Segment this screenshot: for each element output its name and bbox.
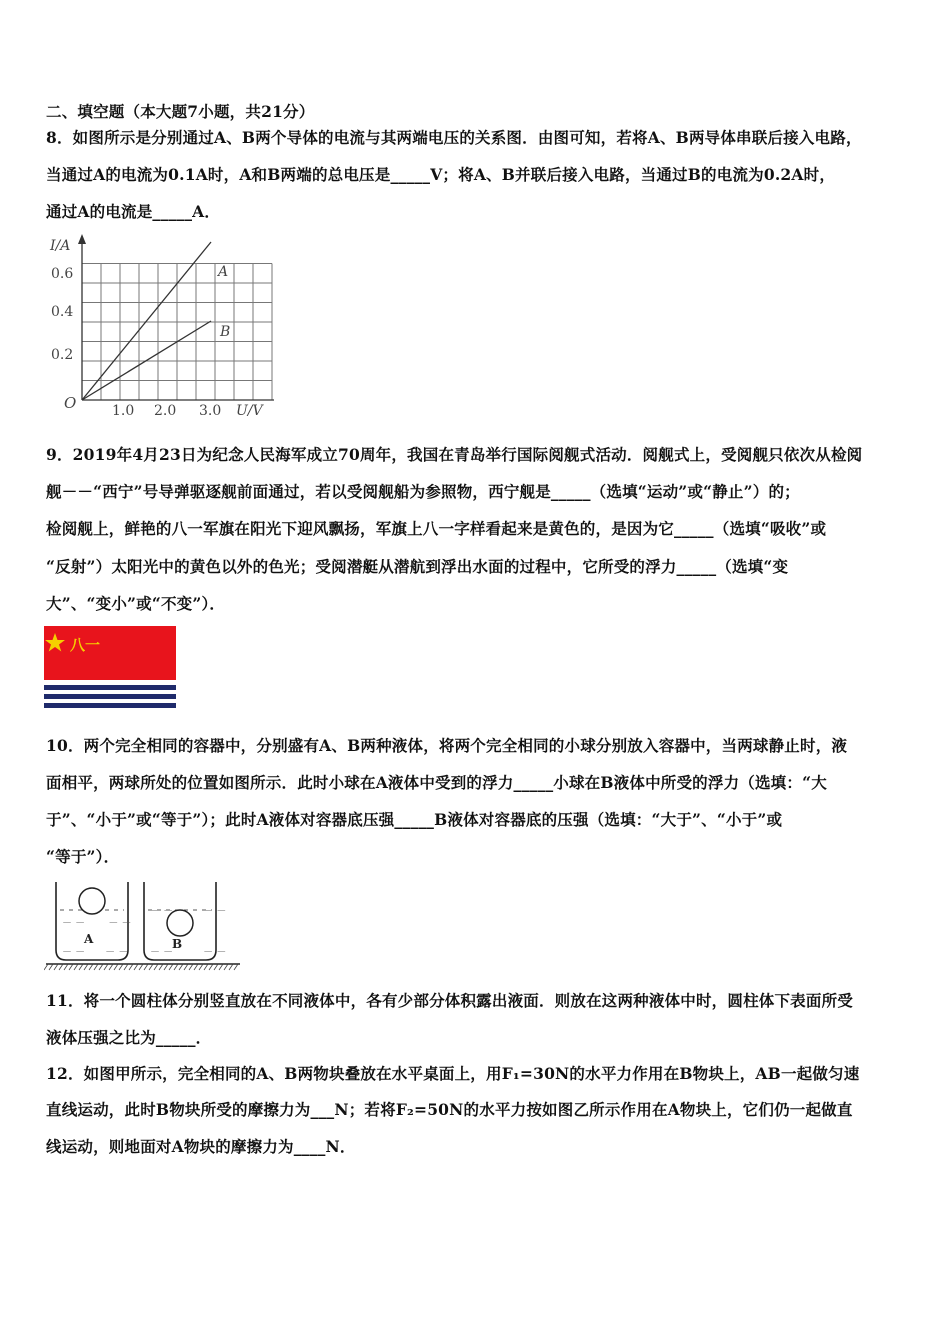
y-tick-0.2: 0.2 <box>51 347 74 363</box>
q12-line-2: 直线运动，此时B物块所受的摩擦力为___N；若将F₂=50N的水平力按如图乙所示作用在A物块上，它们仍一起做直 <box>46 1100 853 1119</box>
hatch-mark <box>59 964 63 970</box>
flag-blue-stripe-2 <box>44 694 176 699</box>
hatch-mark <box>174 964 178 970</box>
line-a-label: A <box>218 264 229 280</box>
origin-label: O <box>64 394 77 412</box>
hatch-mark <box>109 964 113 970</box>
hatch-mark <box>124 964 128 970</box>
hatch-mark <box>144 964 148 970</box>
hatch-mark <box>219 964 223 970</box>
q10-line-3: 于”、“小于”或“等于”）；此时A液体对容器底压强_____B液体对容器底的压强（选填：“大于”、“小于”或 <box>46 810 783 829</box>
hatch-mark <box>179 964 183 970</box>
q12-line-3: 线运动，则地面对A物块的摩擦力为____N． <box>46 1137 356 1156</box>
q9-line-2: 舰－－“西宁”号导弹驱逐舰前面通过，若以受阅舰船为参照物，西宁舰是_____（选填“运动”或“静止”）的； <box>46 482 800 501</box>
beaker-b-label: B <box>172 937 183 951</box>
hatch-mark <box>204 964 208 970</box>
hatch-mark <box>209 964 213 970</box>
beaker-b <box>144 882 226 960</box>
q11-line-2: 液体压强之比为_____． <box>46 1028 212 1047</box>
hatch-mark <box>94 964 98 970</box>
beakers-figure <box>44 878 244 973</box>
hatch-mark <box>139 964 143 970</box>
hatch-mark <box>189 964 193 970</box>
hatch-mark <box>194 964 198 970</box>
hatch-mark <box>114 964 118 970</box>
q10-line-2: 面相平，两球所处的位置如图所示．此时小球在A液体中受到的浮力_____小球在B液体中所受的浮力（选填：“大 <box>46 773 827 792</box>
x-axis-label: U/V <box>236 403 263 419</box>
liquid-dashes: － － － － <box>62 918 132 929</box>
hatch-mark <box>104 964 108 970</box>
hatch-mark <box>119 964 123 970</box>
q9-line-3: 检阅舰上，鲜艳的八一军旗在阳光下迎风飘扬，军旗上八一字样看起来是黄色的，是因为它_____（选填“吸收”或 <box>46 519 827 538</box>
q11-line-1: 11．将一个圆柱体分别竖直放在不同液体中，各有少部分体积露出液面．则放在这两种液体中时，圆柱体下表面所受 <box>46 991 853 1010</box>
hatch-mark <box>234 964 238 970</box>
flag-red-field <box>44 626 176 680</box>
hatch-mark <box>214 964 218 970</box>
naval-flag <box>44 626 178 710</box>
q8-line-3: 通过A的电流是_____A． <box>46 202 221 221</box>
hatch-mark <box>69 964 73 970</box>
y-axis-arrow <box>78 234 86 244</box>
q9-line-4: “反射”）太阳光中的黄色以外的色光；受阅潜艇从潜航到浮出水面的过程中，它所受的浮力_____（选填“变 <box>46 557 789 576</box>
hatch-mark <box>164 964 168 970</box>
iu-graph <box>46 232 286 422</box>
hatch-mark <box>149 964 153 970</box>
table-hatch <box>44 964 238 970</box>
x-tick-2.0: 2.0 <box>154 403 177 419</box>
flag-white-stripe-2 <box>44 690 176 694</box>
hatch-mark <box>134 964 138 970</box>
hatch-mark <box>169 964 173 970</box>
hatch-mark <box>49 964 53 970</box>
flag-blue-stripe-3 <box>44 703 176 708</box>
hatch-mark <box>129 964 133 970</box>
hatch-mark <box>89 964 93 970</box>
y-axis-label: I/A <box>50 238 71 254</box>
svg-text:－ － － －: － － － － <box>62 947 129 958</box>
x-tick-3.0: 3.0 <box>199 403 222 419</box>
flag-white-stripe-3 <box>44 699 176 703</box>
hatch-mark <box>229 964 233 970</box>
hatch-mark <box>159 964 163 970</box>
flag-blue-stripe-1 <box>44 685 176 690</box>
hatch-mark <box>54 964 58 970</box>
ball-a <box>79 888 105 914</box>
q8-line-1: 8．如图所示是分别通过A、B两个导体的电流与其两端电压的关系图．由图可知，若将A、B两导体串联后接入电路， <box>46 128 862 147</box>
hatch-mark <box>74 964 78 970</box>
hatch-mark <box>79 964 83 970</box>
q9-line-1: 9．2019年4月23日为纪念人民海军成立70周年，我国在青岛举行国际阅舰式活动．阅舰式上，受阅舰只依次从检阅 <box>46 445 863 464</box>
q8-line-2: 当通过A的电流为0.1A时，A和B两端的总电压是_____V；将A、B并联后接入电路，当通过B的电流为0.2A时， <box>46 165 836 184</box>
q9-line-5: 大”、“变小”或“不变”）． <box>46 594 226 613</box>
beaker-a-label: A <box>84 932 94 946</box>
hatch-mark <box>64 964 68 970</box>
x-tick-1.0: 1.0 <box>112 403 135 419</box>
section-header: 二、填空题（本大题7小题，共21分） <box>46 102 315 121</box>
flag-text: 八一 <box>70 636 101 654</box>
flag-white-stripe-1 <box>44 680 176 685</box>
hatch-mark <box>154 964 158 970</box>
beaker-a <box>56 882 132 960</box>
y-tick-0.6: 0.6 <box>51 266 74 282</box>
svg-text:－ － － －: － － － － <box>150 947 227 958</box>
hatch-mark <box>184 964 188 970</box>
hatch-mark <box>84 964 88 970</box>
q10-line-1: 10．两个完全相同的容器中，分别盛有A、B两种液体，将两个完全相同的小球分别放入容器中，当两球静止时，液 <box>46 736 848 755</box>
hatch-mark <box>224 964 228 970</box>
y-tick-0.4: 0.4 <box>51 304 74 320</box>
hatch-mark <box>199 964 203 970</box>
q10-line-4: “等于”）． <box>46 847 120 866</box>
hatch-mark <box>44 964 48 970</box>
line-b-label: B <box>220 324 231 340</box>
hatch-mark <box>99 964 103 970</box>
svg-text:－ － － －: － － － － <box>150 906 227 917</box>
q12-line-1: 12．如图甲所示，完全相同的A、B两物块叠放在水平桌面上，用F₁=30N的水平力作用在B物块上，AB一起做匀速 <box>46 1064 860 1083</box>
